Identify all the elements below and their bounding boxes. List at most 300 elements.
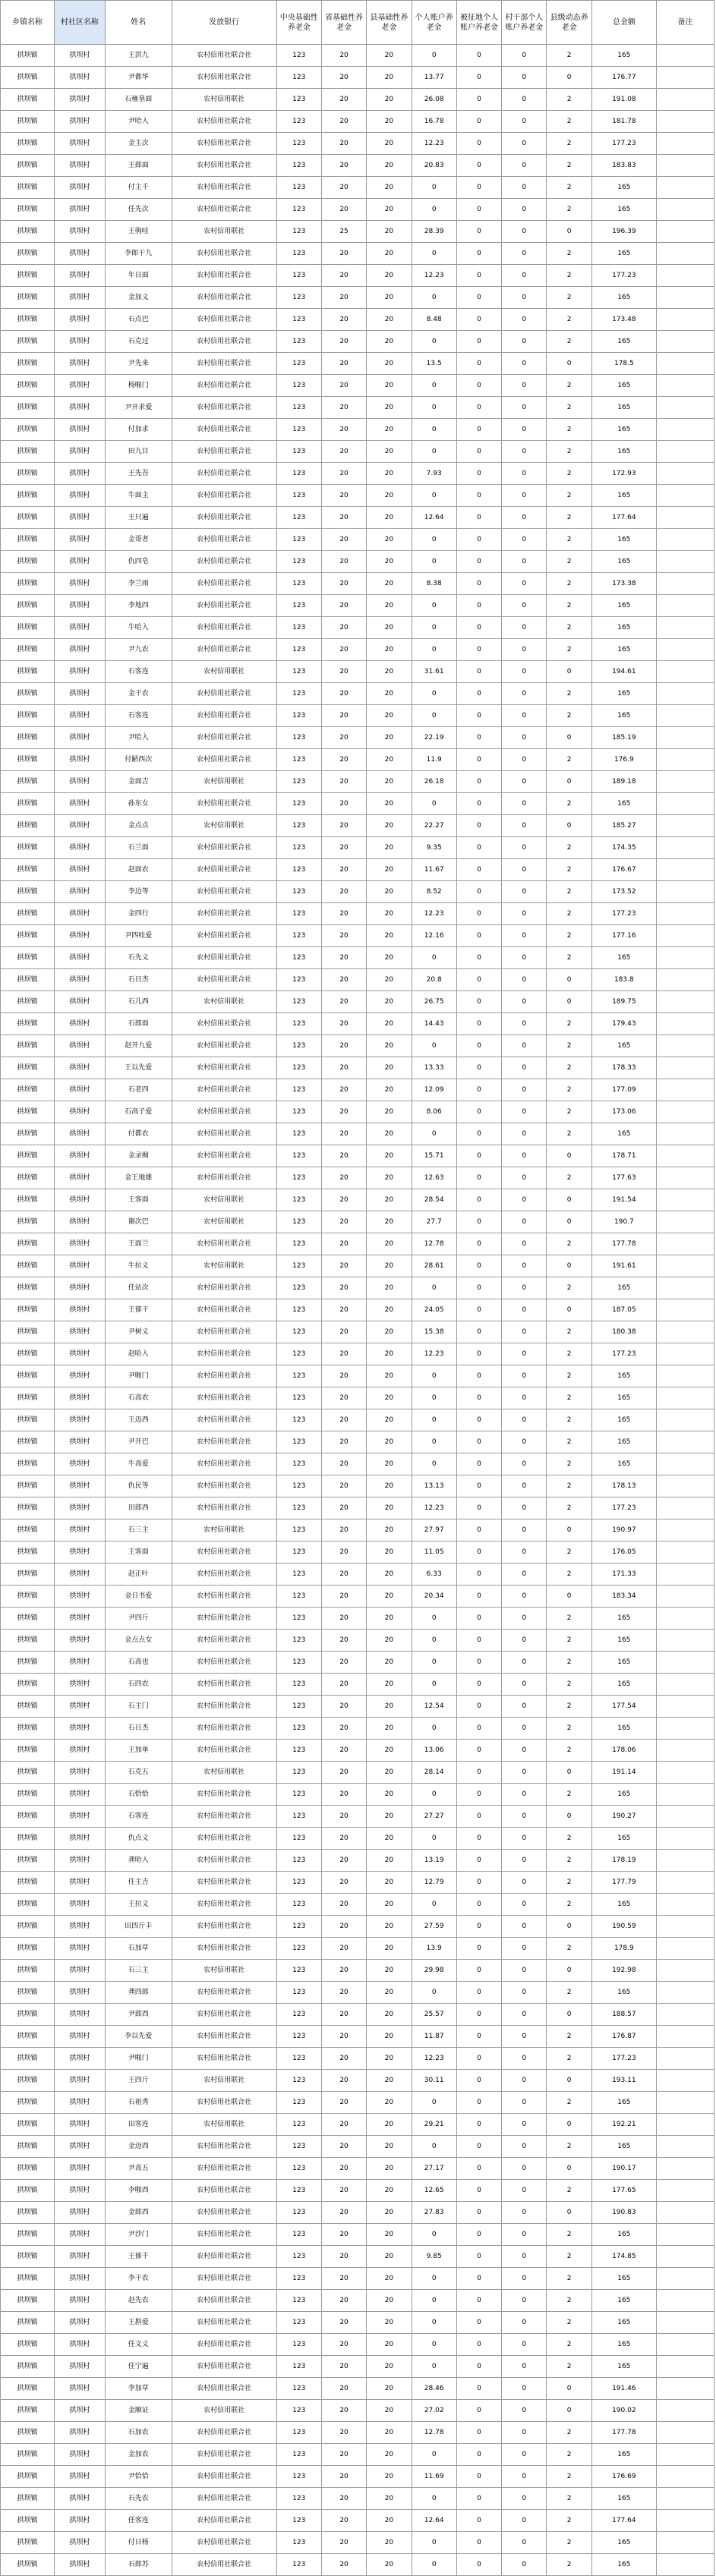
total-cell[interactable]: 192.98 xyxy=(591,1960,656,1982)
personal-account-cell[interactable]: 0 xyxy=(412,2092,456,2114)
bank-cell[interactable]: 农村信用社联合社 xyxy=(172,331,276,353)
name-cell[interactable]: 石加农 xyxy=(105,2422,172,2444)
remark-cell[interactable] xyxy=(656,441,714,463)
bank-cell[interactable]: 农村信用社联合社 xyxy=(172,1718,276,1740)
personal-account-cell[interactable]: 0 xyxy=(412,419,456,441)
township-cell[interactable]: 拱坝镇 xyxy=(1,133,55,155)
village-cadre-account-cell[interactable]: 0 xyxy=(502,837,547,859)
village-cadre-account-cell[interactable]: 0 xyxy=(502,353,547,375)
total-cell[interactable]: 165 xyxy=(591,947,656,969)
county-dynamic-cell[interactable]: 0 xyxy=(547,1211,591,1233)
name-cell[interactable]: 尹高五 xyxy=(105,2158,172,2180)
village-cell[interactable]: 拱坝村 xyxy=(54,2312,105,2334)
bank-cell[interactable]: 农村信用社联合社 xyxy=(172,837,276,859)
village-cell[interactable]: 拱坝村 xyxy=(54,1057,105,1079)
land-acquired-account-cell[interactable]: 0 xyxy=(456,1674,501,1696)
bank-cell[interactable]: 农村信用社联合社 xyxy=(172,2466,276,2488)
personal-account-cell[interactable]: 0 xyxy=(412,1894,456,1916)
personal-account-cell[interactable]: 22.19 xyxy=(412,727,456,749)
village-cadre-account-cell[interactable]: 0 xyxy=(502,1013,547,1035)
total-cell[interactable]: 165 xyxy=(591,1431,656,1453)
village-cell[interactable]: 拱坝村 xyxy=(54,595,105,617)
county-pension-cell[interactable]: 20 xyxy=(367,1453,412,1475)
county-pension-cell[interactable]: 20 xyxy=(367,2048,412,2070)
provincial-pension-cell[interactable]: 20 xyxy=(321,2070,366,2092)
bank-cell[interactable]: 农村信用社联合社 xyxy=(172,2356,276,2378)
personal-account-cell[interactable]: 28.61 xyxy=(412,1255,456,1277)
total-cell[interactable]: 165 xyxy=(591,1718,656,1740)
personal-account-cell[interactable]: 0 xyxy=(412,1608,456,1630)
provincial-pension-cell[interactable]: 20 xyxy=(321,1828,366,1850)
land-acquired-account-cell[interactable]: 0 xyxy=(456,1740,501,1762)
village-cell[interactable]: 拱坝村 xyxy=(54,1321,105,1343)
provincial-pension-cell[interactable]: 20 xyxy=(321,1806,366,1828)
village-cadre-account-cell[interactable]: 0 xyxy=(502,485,547,507)
village-cell[interactable]: 拱坝村 xyxy=(54,1299,105,1321)
township-cell[interactable]: 拱坝镇 xyxy=(1,1564,55,1586)
total-cell[interactable]: 183.34 xyxy=(591,1586,656,1608)
bank-cell[interactable]: 农村信用社联合社 xyxy=(172,1167,276,1189)
remark-cell[interactable] xyxy=(656,1189,714,1211)
name-cell[interactable]: 付都农 xyxy=(105,1123,172,1145)
remark-cell[interactable] xyxy=(656,1255,714,1277)
township-cell[interactable]: 拱坝镇 xyxy=(1,683,55,705)
village-cell[interactable]: 拱坝村 xyxy=(54,925,105,947)
name-cell[interactable]: 金日书爱 xyxy=(105,1586,172,1608)
total-cell[interactable]: 177.63 xyxy=(591,1167,656,1189)
remark-cell[interactable] xyxy=(656,1916,714,1938)
county-dynamic-cell[interactable]: 2 xyxy=(547,1453,591,1475)
village-cadre-account-cell[interactable]: 0 xyxy=(502,2290,547,2312)
remark-cell[interactable] xyxy=(656,2554,714,2576)
remark-cell[interactable] xyxy=(656,1387,714,1409)
central-pension-cell[interactable]: 123 xyxy=(276,2048,321,2070)
land-acquired-account-cell[interactable]: 0 xyxy=(456,815,501,837)
village-cell[interactable]: 拱坝村 xyxy=(54,441,105,463)
name-cell[interactable]: 付加求 xyxy=(105,419,172,441)
remark-cell[interactable] xyxy=(656,177,714,199)
personal-account-cell[interactable]: 0 xyxy=(412,2268,456,2290)
county-dynamic-cell[interactable]: 2 xyxy=(547,463,591,485)
total-cell[interactable]: 165 xyxy=(591,639,656,661)
bank-cell[interactable]: 农村信用社联合社 xyxy=(172,1453,276,1475)
name-cell[interactable]: 金干农 xyxy=(105,683,172,705)
township-cell[interactable]: 拱坝镇 xyxy=(1,2092,55,2114)
central-pension-cell[interactable]: 123 xyxy=(276,463,321,485)
land-acquired-account-cell[interactable]: 0 xyxy=(456,771,501,793)
total-cell[interactable]: 165 xyxy=(591,705,656,727)
land-acquired-account-cell[interactable]: 0 xyxy=(456,2400,501,2422)
bank-cell[interactable]: 农村信用社联合社 xyxy=(172,1079,276,1101)
total-cell[interactable]: 165 xyxy=(591,2356,656,2378)
land-acquired-account-cell[interactable]: 0 xyxy=(456,177,501,199)
county-dynamic-cell[interactable]: 2 xyxy=(547,573,591,595)
village-cadre-account-cell[interactable]: 0 xyxy=(502,1299,547,1321)
remark-cell[interactable] xyxy=(656,1982,714,2004)
village-cadre-account-cell[interactable]: 0 xyxy=(502,639,547,661)
village-cell[interactable]: 拱坝村 xyxy=(54,529,105,551)
provincial-pension-cell[interactable]: 20 xyxy=(321,2268,366,2290)
county-pension-cell[interactable]: 20 xyxy=(367,309,412,331)
provincial-pension-cell[interactable]: 20 xyxy=(321,419,366,441)
provincial-pension-cell[interactable]: 20 xyxy=(321,903,366,925)
name-cell[interactable]: 石三主 xyxy=(105,1519,172,1542)
village-cell[interactable]: 拱坝村 xyxy=(54,1123,105,1145)
remark-cell[interactable] xyxy=(656,859,714,881)
land-acquired-account-cell[interactable]: 0 xyxy=(456,749,501,771)
remark-cell[interactable] xyxy=(656,2378,714,2400)
county-dynamic-cell[interactable]: 2 xyxy=(547,485,591,507)
village-cadre-account-cell[interactable]: 0 xyxy=(502,2488,547,2510)
provincial-pension-cell[interactable]: 20 xyxy=(321,2444,366,2466)
township-cell[interactable]: 拱坝镇 xyxy=(1,1123,55,1145)
provincial-pension-cell[interactable]: 20 xyxy=(321,639,366,661)
total-cell[interactable]: 173.48 xyxy=(591,309,656,331)
provincial-pension-cell[interactable]: 20 xyxy=(321,2356,366,2378)
township-cell[interactable]: 拱坝镇 xyxy=(1,1652,55,1674)
county-pension-cell[interactable]: 20 xyxy=(367,925,412,947)
total-cell[interactable]: 165 xyxy=(591,1608,656,1630)
village-cadre-account-cell[interactable]: 0 xyxy=(502,2158,547,2180)
name-cell[interactable]: 杨啪门 xyxy=(105,375,172,397)
remark-cell[interactable] xyxy=(656,397,714,419)
township-cell[interactable]: 拱坝镇 xyxy=(1,1828,55,1850)
total-cell[interactable]: 165 xyxy=(591,485,656,507)
township-cell[interactable]: 拱坝镇 xyxy=(1,727,55,749)
remark-cell[interactable] xyxy=(656,749,714,771)
county-dynamic-cell[interactable]: 2 xyxy=(547,331,591,353)
county-pension-cell[interactable]: 20 xyxy=(367,551,412,573)
county-pension-cell[interactable]: 20 xyxy=(367,683,412,705)
name-cell[interactable]: 石四农 xyxy=(105,1674,172,1696)
name-cell[interactable]: 石祖秀 xyxy=(105,2092,172,2114)
remark-cell[interactable] xyxy=(656,683,714,705)
personal-account-cell[interactable]: 9.85 xyxy=(412,2246,456,2268)
village-cadre-account-cell[interactable]: 0 xyxy=(502,1938,547,1960)
village-cell[interactable]: 拱坝村 xyxy=(54,837,105,859)
personal-account-cell[interactable]: 0 xyxy=(412,2356,456,2378)
central-pension-cell[interactable]: 123 xyxy=(276,1233,321,1255)
county-pension-cell[interactable]: 20 xyxy=(367,1255,412,1277)
township-cell[interactable]: 拱坝镇 xyxy=(1,1938,55,1960)
village-cell[interactable]: 拱坝村 xyxy=(54,1542,105,1564)
name-cell[interactable]: 石三主 xyxy=(105,1960,172,1982)
total-cell[interactable]: 165 xyxy=(591,375,656,397)
bank-cell[interactable]: 农村信用社联合社 xyxy=(172,111,276,133)
provincial-pension-cell[interactable]: 20 xyxy=(321,683,366,705)
village-cadre-account-cell[interactable]: 0 xyxy=(502,199,547,221)
name-cell[interactable]: 任客连 xyxy=(105,2510,172,2532)
total-cell[interactable]: 178.9 xyxy=(591,1938,656,1960)
township-cell[interactable]: 拱坝镇 xyxy=(1,1586,55,1608)
remark-cell[interactable] xyxy=(656,1872,714,1894)
remark-cell[interactable] xyxy=(656,1586,714,1608)
village-cell[interactable]: 拱坝村 xyxy=(54,859,105,881)
remark-cell[interactable] xyxy=(656,331,714,353)
personal-account-cell[interactable]: 12.23 xyxy=(412,1343,456,1365)
central-pension-cell[interactable]: 123 xyxy=(276,1674,321,1696)
remark-cell[interactable] xyxy=(656,375,714,397)
village-cadre-account-cell[interactable]: 0 xyxy=(502,1079,547,1101)
provincial-pension-cell[interactable]: 20 xyxy=(321,1872,366,1894)
remark-cell[interactable] xyxy=(656,353,714,375)
central-pension-cell[interactable]: 123 xyxy=(276,243,321,265)
remark-cell[interactable] xyxy=(656,243,714,265)
land-acquired-account-cell[interactable]: 0 xyxy=(456,2048,501,2070)
provincial-pension-cell[interactable]: 20 xyxy=(321,177,366,199)
township-cell[interactable]: 拱坝镇 xyxy=(1,375,55,397)
land-acquired-account-cell[interactable]: 0 xyxy=(456,89,501,111)
personal-account-cell[interactable]: 0 xyxy=(412,1982,456,2004)
central-pension-cell[interactable]: 123 xyxy=(276,727,321,749)
central-pension-cell[interactable]: 123 xyxy=(276,2488,321,2510)
col-header-county-pension[interactable]: 县基础性养老金 xyxy=(367,1,412,45)
county-pension-cell[interactable]: 20 xyxy=(367,1718,412,1740)
remark-cell[interactable] xyxy=(656,2510,714,2532)
central-pension-cell[interactable]: 123 xyxy=(276,199,321,221)
name-cell[interactable]: 赵开九爱 xyxy=(105,1035,172,1057)
land-acquired-account-cell[interactable]: 0 xyxy=(456,2532,501,2554)
village-cadre-account-cell[interactable]: 0 xyxy=(502,1542,547,1564)
total-cell[interactable]: 173.52 xyxy=(591,881,656,903)
central-pension-cell[interactable]: 123 xyxy=(276,375,321,397)
township-cell[interactable]: 拱坝镇 xyxy=(1,287,55,309)
total-cell[interactable]: 177.64 xyxy=(591,2510,656,2532)
county-dynamic-cell[interactable]: 0 xyxy=(547,771,591,793)
land-acquired-account-cell[interactable]: 0 xyxy=(456,309,501,331)
central-pension-cell[interactable]: 123 xyxy=(276,903,321,925)
county-pension-cell[interactable]: 20 xyxy=(367,1519,412,1542)
village-cell[interactable]: 拱坝村 xyxy=(54,133,105,155)
county-dynamic-cell[interactable]: 2 xyxy=(547,1101,591,1123)
personal-account-cell[interactable]: 0 xyxy=(412,2224,456,2246)
county-dynamic-cell[interactable]: 2 xyxy=(547,2136,591,2158)
remark-cell[interactable] xyxy=(656,1057,714,1079)
county-dynamic-cell[interactable]: 2 xyxy=(547,837,591,859)
name-cell[interactable]: 金面吉 xyxy=(105,771,172,793)
township-cell[interactable]: 拱坝镇 xyxy=(1,2532,55,2554)
bank-cell[interactable]: 农村信用联社 xyxy=(172,89,276,111)
county-pension-cell[interactable]: 20 xyxy=(367,595,412,617)
remark-cell[interactable] xyxy=(656,1828,714,1850)
personal-account-cell[interactable]: 12.65 xyxy=(412,2180,456,2202)
provincial-pension-cell[interactable]: 20 xyxy=(321,925,366,947)
village-cadre-account-cell[interactable]: 0 xyxy=(502,2224,547,2246)
central-pension-cell[interactable]: 123 xyxy=(276,2224,321,2246)
total-cell[interactable]: 178.19 xyxy=(591,1850,656,1872)
name-cell[interactable]: 王先吾 xyxy=(105,463,172,485)
personal-account-cell[interactable]: 24.05 xyxy=(412,1299,456,1321)
county-pension-cell[interactable]: 20 xyxy=(367,1674,412,1696)
name-cell[interactable]: 金加农 xyxy=(105,2444,172,2466)
township-cell[interactable]: 拱坝镇 xyxy=(1,1872,55,1894)
provincial-pension-cell[interactable]: 20 xyxy=(321,1475,366,1497)
land-acquired-account-cell[interactable]: 0 xyxy=(456,507,501,529)
township-cell[interactable]: 拱坝镇 xyxy=(1,551,55,573)
village-cell[interactable]: 拱坝村 xyxy=(54,2026,105,2048)
provincial-pension-cell[interactable]: 20 xyxy=(321,1101,366,1123)
bank-cell[interactable]: 农村信用社联合社 xyxy=(172,1387,276,1409)
county-dynamic-cell[interactable]: 2 xyxy=(547,1013,591,1035)
township-cell[interactable]: 拱坝镇 xyxy=(1,837,55,859)
bank-cell[interactable]: 农村信用联社 xyxy=(172,2114,276,2136)
name-cell[interactable]: 尹树义 xyxy=(105,1321,172,1343)
bank-cell[interactable]: 农村信用社联合社 xyxy=(172,2312,276,2334)
total-cell[interactable]: 165 xyxy=(591,2136,656,2158)
bank-cell[interactable]: 农村信用社联合社 xyxy=(172,969,276,991)
village-cadre-account-cell[interactable]: 0 xyxy=(502,2202,547,2224)
county-pension-cell[interactable]: 20 xyxy=(367,45,412,67)
township-cell[interactable]: 拱坝镇 xyxy=(1,1784,55,1806)
village-cell[interactable]: 拱坝村 xyxy=(54,2180,105,2202)
total-cell[interactable]: 165 xyxy=(591,2488,656,2510)
remark-cell[interactable] xyxy=(656,1850,714,1872)
village-cadre-account-cell[interactable]: 0 xyxy=(502,1255,547,1277)
township-cell[interactable]: 拱坝镇 xyxy=(1,815,55,837)
name-cell[interactable]: 王郁千 xyxy=(105,2246,172,2268)
name-cell[interactable]: 田郎西 xyxy=(105,1497,172,1519)
remark-cell[interactable] xyxy=(656,1564,714,1586)
personal-account-cell[interactable]: 0 xyxy=(412,397,456,419)
remark-cell[interactable] xyxy=(656,2246,714,2268)
name-cell[interactable]: 石郎面 xyxy=(105,1013,172,1035)
total-cell[interactable]: 176.77 xyxy=(591,67,656,89)
total-cell[interactable]: 174.35 xyxy=(591,837,656,859)
village-cadre-account-cell[interactable]: 0 xyxy=(502,1850,547,1872)
county-dynamic-cell[interactable]: 0 xyxy=(547,1519,591,1542)
central-pension-cell[interactable]: 123 xyxy=(276,2466,321,2488)
central-pension-cell[interactable]: 123 xyxy=(276,45,321,67)
bank-cell[interactable]: 农村信用社联合社 xyxy=(172,2136,276,2158)
village-cadre-account-cell[interactable]: 0 xyxy=(502,1365,547,1387)
bank-cell[interactable]: 农村信用社联合社 xyxy=(172,1409,276,1431)
personal-account-cell[interactable]: 0 xyxy=(412,683,456,705)
village-cadre-account-cell[interactable]: 0 xyxy=(502,45,547,67)
village-cadre-account-cell[interactable]: 0 xyxy=(502,265,547,287)
central-pension-cell[interactable]: 123 xyxy=(276,1255,321,1277)
central-pension-cell[interactable]: 123 xyxy=(276,397,321,419)
village-cell[interactable]: 拱坝村 xyxy=(54,1872,105,1894)
village-cadre-account-cell[interactable]: 0 xyxy=(502,903,547,925)
central-pension-cell[interactable]: 123 xyxy=(276,1630,321,1652)
county-dynamic-cell[interactable]: 2 xyxy=(547,1167,591,1189)
col-header-remark[interactable]: 备注 xyxy=(656,1,714,45)
remark-cell[interactable] xyxy=(656,507,714,529)
village-cell[interactable]: 拱坝村 xyxy=(54,1608,105,1630)
col-header-central-pension[interactable]: 中央基础性养老金 xyxy=(276,1,321,45)
village-cadre-account-cell[interactable]: 0 xyxy=(502,925,547,947)
county-dynamic-cell[interactable]: 0 xyxy=(547,2004,591,2026)
central-pension-cell[interactable]: 123 xyxy=(276,1850,321,1872)
total-cell[interactable]: 165 xyxy=(591,1652,656,1674)
name-cell[interactable]: 王以先爱 xyxy=(105,1057,172,1079)
township-cell[interactable]: 拱坝镇 xyxy=(1,991,55,1013)
personal-account-cell[interactable]: 0 xyxy=(412,551,456,573)
land-acquired-account-cell[interactable]: 0 xyxy=(456,1497,501,1519)
county-pension-cell[interactable]: 20 xyxy=(367,199,412,221)
remark-cell[interactable] xyxy=(656,1762,714,1784)
personal-account-cell[interactable]: 27.02 xyxy=(412,2400,456,2422)
central-pension-cell[interactable]: 123 xyxy=(276,2268,321,2290)
village-cadre-account-cell[interactable]: 0 xyxy=(502,1519,547,1542)
county-dynamic-cell[interactable]: 2 xyxy=(547,1057,591,1079)
remark-cell[interactable] xyxy=(656,529,714,551)
name-cell[interactable]: 金四行 xyxy=(105,903,172,925)
township-cell[interactable]: 拱坝镇 xyxy=(1,1740,55,1762)
personal-account-cell[interactable]: 0 xyxy=(412,1277,456,1299)
central-pension-cell[interactable]: 123 xyxy=(276,617,321,639)
remark-cell[interactable] xyxy=(656,727,714,749)
county-dynamic-cell[interactable]: 2 xyxy=(547,1652,591,1674)
land-acquired-account-cell[interactable]: 0 xyxy=(456,1938,501,1960)
personal-account-cell[interactable]: 0 xyxy=(412,2290,456,2312)
provincial-pension-cell[interactable]: 20 xyxy=(321,1696,366,1718)
county-dynamic-cell[interactable]: 2 xyxy=(547,1277,591,1299)
land-acquired-account-cell[interactable]: 0 xyxy=(456,2444,501,2466)
township-cell[interactable]: 拱坝镇 xyxy=(1,155,55,177)
township-cell[interactable]: 拱坝镇 xyxy=(1,1696,55,1718)
provincial-pension-cell[interactable]: 20 xyxy=(321,529,366,551)
central-pension-cell[interactable]: 123 xyxy=(276,925,321,947)
land-acquired-account-cell[interactable]: 0 xyxy=(456,397,501,419)
remark-cell[interactable] xyxy=(656,1497,714,1519)
county-dynamic-cell[interactable]: 0 xyxy=(547,221,591,243)
central-pension-cell[interactable]: 123 xyxy=(276,1189,321,1211)
name-cell[interactable]: 李干农 xyxy=(105,2268,172,2290)
village-cadre-account-cell[interactable]: 0 xyxy=(502,1652,547,1674)
land-acquired-account-cell[interactable]: 0 xyxy=(456,2224,501,2246)
county-dynamic-cell[interactable]: 2 xyxy=(547,2048,591,2070)
personal-account-cell[interactable]: 0 xyxy=(412,1123,456,1145)
central-pension-cell[interactable]: 123 xyxy=(276,1916,321,1938)
land-acquired-account-cell[interactable]: 0 xyxy=(456,1696,501,1718)
provincial-pension-cell[interactable]: 20 xyxy=(321,727,366,749)
bank-cell[interactable]: 农村信用社联合社 xyxy=(172,199,276,221)
county-pension-cell[interactable]: 20 xyxy=(367,2444,412,2466)
provincial-pension-cell[interactable]: 20 xyxy=(321,749,366,771)
provincial-pension-cell[interactable]: 20 xyxy=(321,1453,366,1475)
county-dynamic-cell[interactable]: 2 xyxy=(547,1321,591,1343)
remark-cell[interactable] xyxy=(656,2114,714,2136)
bank-cell[interactable]: 农村信用社联合社 xyxy=(172,1608,276,1630)
land-acquired-account-cell[interactable]: 0 xyxy=(456,595,501,617)
provincial-pension-cell[interactable]: 20 xyxy=(321,1387,366,1409)
township-cell[interactable]: 拱坝镇 xyxy=(1,2378,55,2400)
village-cadre-account-cell[interactable]: 0 xyxy=(502,133,547,155)
name-cell[interactable]: 王迈西 xyxy=(105,1409,172,1431)
county-pension-cell[interactable]: 20 xyxy=(367,2114,412,2136)
provincial-pension-cell[interactable]: 20 xyxy=(321,1916,366,1938)
village-cadre-account-cell[interactable]: 0 xyxy=(502,1387,547,1409)
village-cell[interactable]: 拱坝村 xyxy=(54,199,105,221)
bank-cell[interactable]: 农村信用社联合社 xyxy=(172,243,276,265)
remark-cell[interactable] xyxy=(656,1101,714,1123)
township-cell[interactable]: 拱坝镇 xyxy=(1,441,55,463)
land-acquired-account-cell[interactable]: 0 xyxy=(456,1784,501,1806)
land-acquired-account-cell[interactable]: 0 xyxy=(456,1277,501,1299)
township-cell[interactable]: 拱坝镇 xyxy=(1,353,55,375)
village-cadre-account-cell[interactable]: 0 xyxy=(502,89,547,111)
township-cell[interactable]: 拱坝镇 xyxy=(1,881,55,903)
central-pension-cell[interactable]: 123 xyxy=(276,1784,321,1806)
village-cadre-account-cell[interactable]: 0 xyxy=(502,2356,547,2378)
county-pension-cell[interactable]: 20 xyxy=(367,397,412,419)
county-pension-cell[interactable]: 20 xyxy=(367,265,412,287)
name-cell[interactable]: 尹都华 xyxy=(105,67,172,89)
personal-account-cell[interactable]: 11.69 xyxy=(412,2466,456,2488)
name-cell[interactable]: 李兰雨 xyxy=(105,573,172,595)
village-cadre-account-cell[interactable]: 0 xyxy=(502,661,547,683)
